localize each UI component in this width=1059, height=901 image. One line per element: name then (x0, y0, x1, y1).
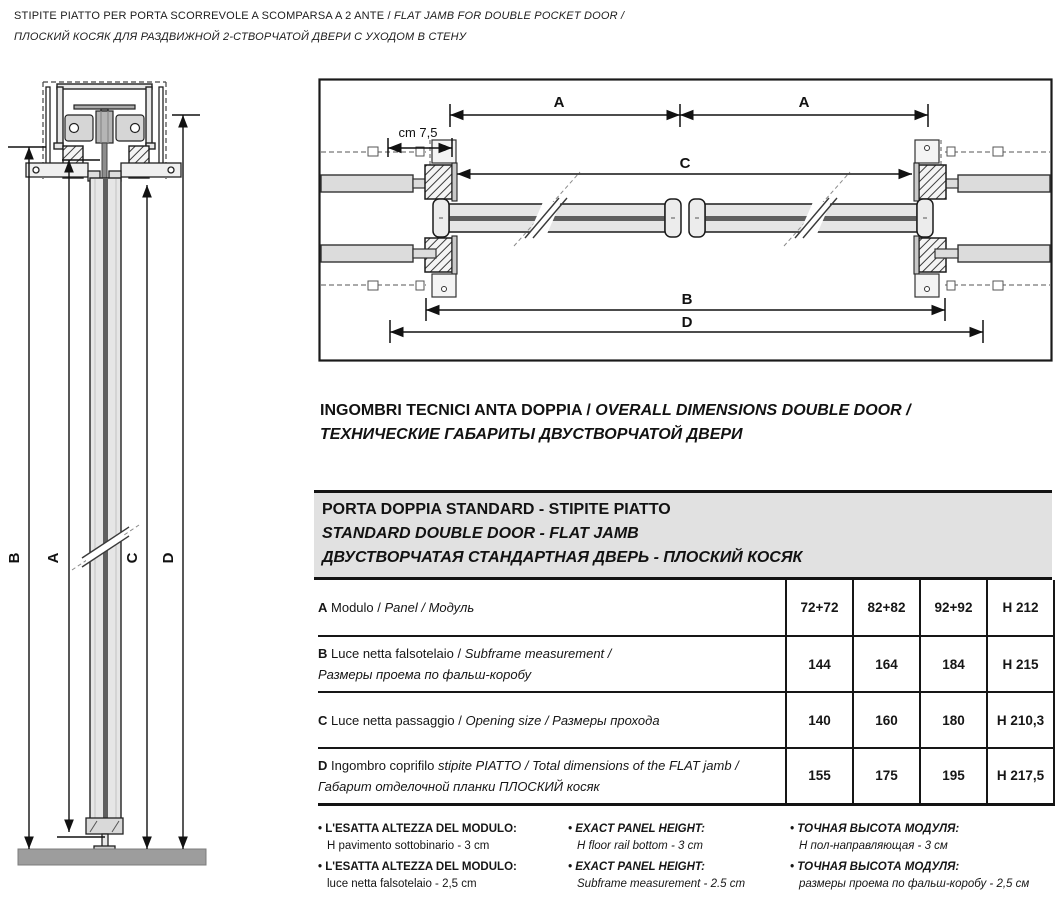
banner-line-english: STANDARD DOUBLE DOOR - FLAT JAMB (322, 525, 639, 542)
row-description (318, 748, 786, 804)
note-title: • ТОЧНАЯ ВЫСОТА МОДУЛЯ: (790, 861, 960, 873)
value-cell: 155 (786, 748, 853, 804)
note-title: • L'ESATTA ALTEZZA DEL MODULO: (318, 861, 517, 873)
section-dim-label-b: B (6, 552, 23, 564)
note-title-text: EXACT PANEL HEIGHT: (575, 861, 705, 873)
row-description (318, 692, 786, 748)
desc-regular: Ingombro coprifilo (331, 757, 438, 773)
notes-column-english (568, 821, 790, 897)
note-text: Subframe measurement - 2.5 cm (577, 878, 746, 890)
plan-dim-label-c: C (679, 155, 691, 172)
bottom-rail (86, 818, 123, 850)
desc-italic: Subframe measurement / (464, 646, 612, 661)
section-dim-label-d: D (160, 552, 177, 564)
roller-carriage (65, 105, 144, 143)
row-letter: C (318, 712, 328, 728)
table-row-a (318, 580, 1054, 636)
desc-italic: stipite PIATTO / Total dimensions of the FLAT jamb / (437, 757, 739, 773)
desc-line2: Габарит отделочной планки ПЛОСКИЙ косяк (318, 778, 600, 794)
value-cell: H 210,3 (987, 692, 1054, 748)
note-title: • ТОЧНАЯ ВЫСОТА МОДУЛЯ: (790, 823, 960, 835)
page-title-italian: STIPITE PIATTO PER PORTA SCORREVOLE A SCOMPARSA A 2 ANTE / (14, 10, 395, 22)
page-title-line1 (14, 6, 624, 27)
notes-column-russian (790, 821, 1052, 897)
note-item (790, 821, 1052, 855)
value-cell: H 215 (987, 636, 1054, 692)
value-cell: 195 (920, 748, 987, 804)
banner-line-russian: ДВУСТВОРЧАТАЯ СТАНДАРТНАЯ ДВЕРЬ - ПЛОСКИЙ КОСЯК (322, 549, 803, 566)
vertical-section-drawing (2, 75, 212, 870)
note-title-text: ТОЧНАЯ ВЫСОТА МОДУЛЯ: (797, 823, 960, 835)
desc-line2: Размеры проема по фальш-коробу (318, 667, 532, 682)
section-dim-label-c: C (124, 552, 141, 564)
notes-column-italian (318, 821, 568, 897)
value-cell: 160 (853, 692, 920, 748)
table-title-banner (314, 490, 1052, 580)
section-heading (320, 399, 911, 447)
dimensions-table (318, 580, 1055, 806)
floor (18, 849, 206, 865)
value-cell: 144 (786, 636, 853, 692)
table-row-b (318, 636, 1054, 692)
value-cell: H 212 (987, 580, 1054, 636)
note-text: H floor rail bottom - 3 cm (577, 840, 703, 852)
row-description (318, 636, 786, 692)
table-row-c (318, 692, 1054, 748)
note-text: Н пол-направляющая - 3 см (799, 840, 948, 852)
plan-view-drawing (318, 78, 1053, 362)
value-cell: 184 (920, 636, 987, 692)
value-cell: 82+82 (853, 580, 920, 636)
note-item (318, 821, 568, 855)
note-text: luce netta falsotelaio - 2,5 cm (327, 878, 477, 890)
value-cell: 164 (853, 636, 920, 692)
value-cell: 92+92 (920, 580, 987, 636)
desc-italic: Opening size / Размеры прохода (465, 712, 660, 728)
row-description (318, 580, 786, 636)
note-title: • EXACT PANEL HEIGHT: (568, 861, 705, 873)
plan-dim-label-a-right: A (798, 94, 810, 111)
value-cell: 140 (786, 692, 853, 748)
section-heading-italian: INGOMBRI TECNICI ANTA DOPPIA / (320, 402, 596, 419)
desc-regular: Luce netta passaggio / (331, 712, 466, 728)
note-text: размеры проема по фальш-коробу - 2,5 см (799, 878, 1030, 890)
note-text: H pavimento sottobinario - 3 cm (327, 840, 490, 852)
value-cell: 175 (853, 748, 920, 804)
note-item (318, 859, 568, 893)
section-heading-english: OVERALL DIMENSIONS DOUBLE DOOR / (595, 402, 911, 419)
footnotes (318, 821, 1052, 897)
desc-regular: Modulo / (331, 600, 385, 615)
value-cell: 180 (920, 692, 987, 748)
section-heading-line1 (320, 399, 911, 423)
banner-line-italian: PORTA DOPPIA STANDARD - STIPITE PIATTO (322, 501, 671, 518)
section-dim-label-a: A (45, 552, 62, 564)
page-title-english: FLAT JAMB FOR DOUBLE POCKET DOOR / (394, 10, 625, 22)
note-title-text: ТОЧНАЯ ВЫСОТА МОДУЛЯ: (797, 861, 960, 873)
plan-dim-label-a-left: A (553, 94, 565, 111)
note-title: • EXACT PANEL HEIGHT: (568, 823, 705, 835)
note-title-text: L'ESATTA ALTEZZA DEL MODULO: (325, 861, 517, 873)
desc-italic: Panel / Модуль (384, 600, 475, 615)
plan-dim-label-b: B (681, 291, 693, 308)
desc-regular: Luce netta falsotelaio / (331, 646, 465, 661)
note-item (568, 821, 790, 855)
value-cell: H 217,5 (987, 748, 1054, 804)
hanger-bolt (102, 143, 107, 183)
value-cell: 72+72 (786, 580, 853, 636)
page-title-russian: ПЛОСКИЙ КОСЯК ДЛЯ РАЗДВИЖНОЙ 2-СТВОРЧАТОЙ ДВЕРИ С УХОДОМ В СТЕНУ (14, 31, 467, 43)
plan-dim-label-d: D (681, 314, 693, 331)
row-letter: B (318, 646, 328, 661)
plan-dim-label-cm75: cm 7,5 (398, 125, 438, 140)
note-title-text: L'ESATTA ALTEZZA DEL MODULO: (325, 823, 517, 835)
page-title (14, 6, 624, 48)
table-row-d (318, 748, 1054, 804)
note-title: • L'ESATTA ALTEZZA DEL MODULO: (318, 823, 517, 835)
note-title-text: EXACT PANEL HEIGHT: (575, 823, 705, 835)
row-letter: D (318, 757, 328, 773)
door-panel-section (72, 178, 139, 820)
note-item (790, 859, 1052, 893)
row-letter: A (318, 600, 328, 615)
section-heading-russian: ТЕХНИЧЕСКИЕ ГАБАРИТЫ ДВУСТВОРЧАТОЙ ДВЕРИ (320, 426, 743, 443)
note-item (568, 859, 790, 893)
